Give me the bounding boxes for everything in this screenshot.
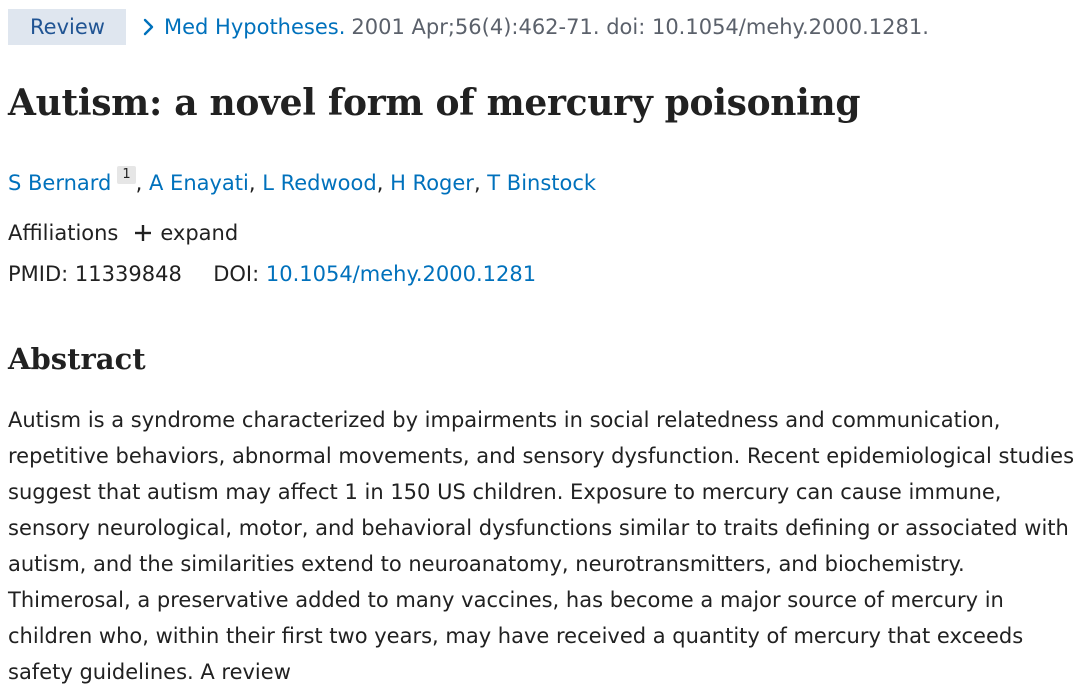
expand-label: expand — [160, 221, 239, 245]
abstract-heading: Abstract — [8, 342, 146, 376]
expand-affiliations-button[interactable] — [134, 221, 238, 245]
article-title: Autism: a novel form of mercury poisoning — [8, 82, 861, 124]
authors-list: S Bernard 1 , A Enayati, L Redwood, H Roger, T Binstock — [8, 167, 597, 195]
journal-link[interactable]: Med Hypotheses. — [164, 15, 346, 39]
journal-citation — [142, 15, 929, 39]
author-link[interactable]: H Roger — [390, 171, 474, 195]
abstract-text: Autism is a syndrome characterized by impairments in social relatedness and communication, repetitive behaviors, abnormal movements, and sensory dysfunction. Recent epidemiological studies suggest that autism may affect 1 in 150 US children. Exposure to mercury can cause immune, sensory neurological, motor, and behavioral dysfunctions similar to traits defining or associated with autism, and the similarities extend to neuroanatomy, neurotransmitters, and biochemistry. Thimerosal, a preservative added to many vaccines, has become a major source of mercury in children who, within their first two years, may have received a quantity of mercury that exceeds safety guidelines. A review — [8, 408, 1075, 684]
pmid-value: 11339848 — [74, 262, 182, 286]
affiliations-label: Affiliations — [8, 221, 119, 245]
article-identifiers — [8, 262, 536, 286]
article-source — [8, 9, 929, 45]
author-link[interactable]: T Binstock — [487, 171, 597, 195]
author-link[interactable]: A Enayati — [149, 171, 249, 195]
plus-icon — [134, 224, 152, 242]
author-link[interactable]: L Redwood — [262, 171, 377, 195]
affiliation-ref[interactable]: 1 — [117, 166, 135, 184]
affiliations-row — [8, 221, 238, 245]
publication-type-badge: Review — [8, 9, 126, 45]
chevron-right-icon[interactable] — [142, 16, 156, 38]
pmid-label: PMID: — [8, 262, 69, 286]
citation-details: 2001 Apr;56(4):462-71. doi: 10.1054/mehy.2000.1281. — [351, 15, 929, 39]
doi-link[interactable]: 10.1054/mehy.2000.1281 — [265, 262, 537, 286]
doi-label: DOI: — [213, 262, 260, 286]
author-link[interactable]: S Bernard — [8, 171, 112, 195]
